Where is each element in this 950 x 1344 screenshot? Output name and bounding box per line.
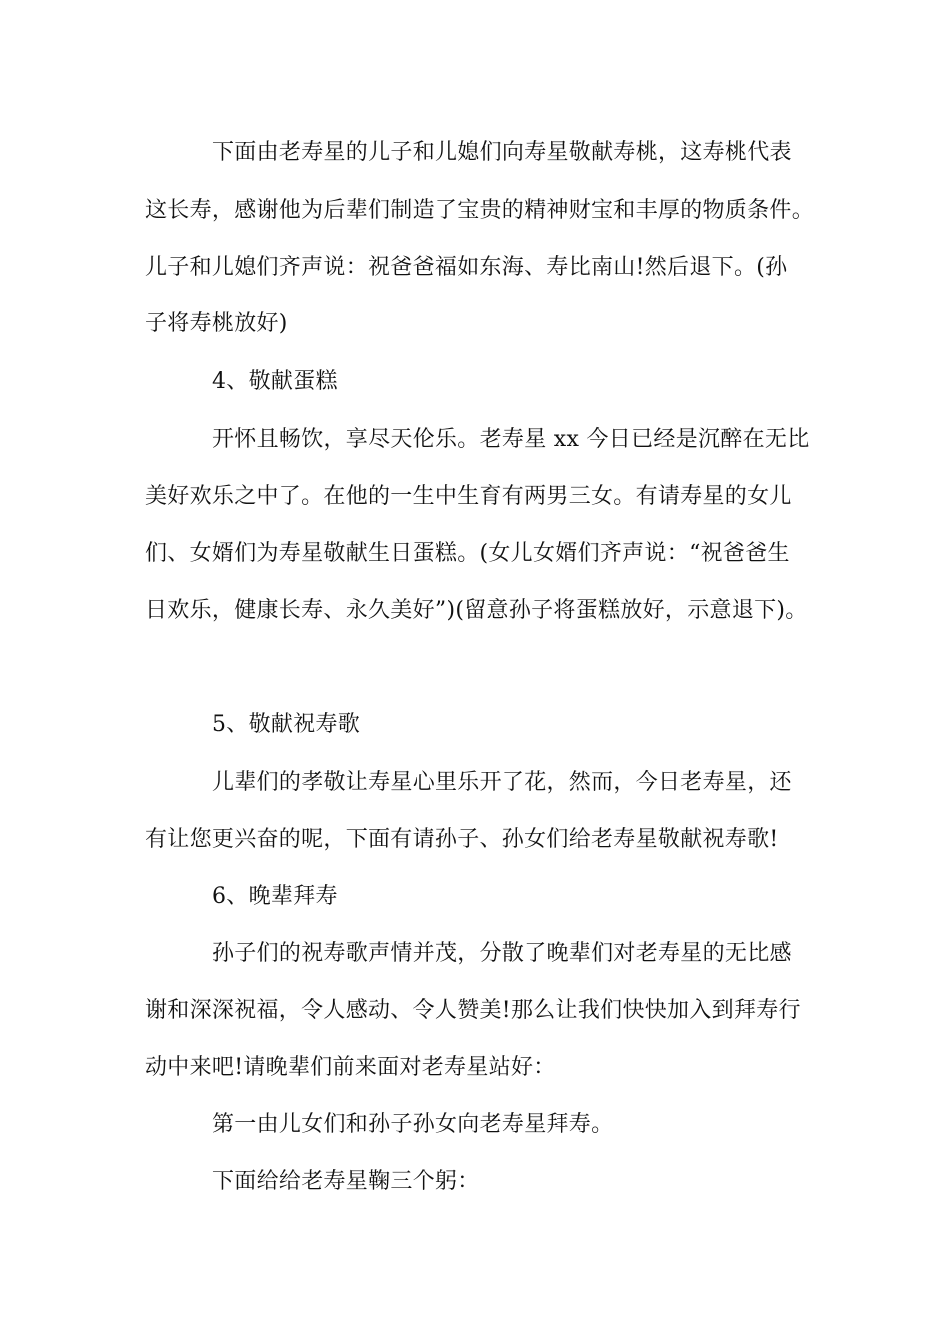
heading-6: 6、晚辈拜寿 <box>212 884 338 909</box>
paragraph-1-line-4: 子将寿桃放好) <box>145 311 288 336</box>
paragraph-1-line-1: 下面由老寿星的儿子和儿媳们向寿星敬献寿桃，这寿桃代表 <box>212 140 792 165</box>
paragraph-1-line-3: 儿子和儿媳们齐声说：祝爸爸福如东海、寿比南山!然后退下。(孙 <box>145 255 788 280</box>
heading-4: 4、敬献蛋糕 <box>212 369 338 394</box>
paragraph-1-line-2: 这长寿，感谢他为后辈们制造了宝贵的精神财宝和丰厚的物质条件。 <box>145 198 815 223</box>
paragraph-6: 下面给给老寿星鞠三个躬： <box>212 1169 480 1194</box>
paragraph-5: 第一由儿女们和孙子孙女向老寿星拜寿。 <box>212 1112 614 1137</box>
paragraph-2-line-3: 们、女婿们为寿星敬献生日蛋糕。(女儿女婿们齐声说：“祝爸爸生 <box>145 541 790 566</box>
paragraph-2-line-4: 日欢乐，健康长寿、永久美好”)(留意孙子将蛋糕放好，示意退下)。 <box>145 598 808 623</box>
paragraph-2-line-2: 美好欢乐之中了。在他的一生中生育有两男三女。有请寿星的女儿 <box>145 484 792 509</box>
paragraph-4-line-3: 动中来吧!请晚辈们前来面对老寿星站好： <box>145 1055 556 1080</box>
paragraph-3-line-2: 有让您更兴奋的呢，下面有请孙子、孙女们给老寿星敬献祝寿歌! <box>145 827 779 852</box>
paragraph-2-line-1: 开怀且畅饮，享尽天伦乐。老寿星 xx 今日已经是沉醉在无比 <box>212 427 810 452</box>
paragraph-4-line-1: 孙子们的祝寿歌声情并茂，分散了晚辈们对老寿星的无比感 <box>212 941 792 966</box>
paragraph-4-line-2: 谢和深深祝福，令人感动、令人赞美!那么让我们快快加入到拜寿行 <box>145 998 801 1023</box>
paragraph-3-line-1: 儿辈们的孝敬让寿星心里乐开了花，然而，今日老寿星，还 <box>212 770 792 795</box>
heading-5: 5、敬献祝寿歌 <box>212 712 361 737</box>
